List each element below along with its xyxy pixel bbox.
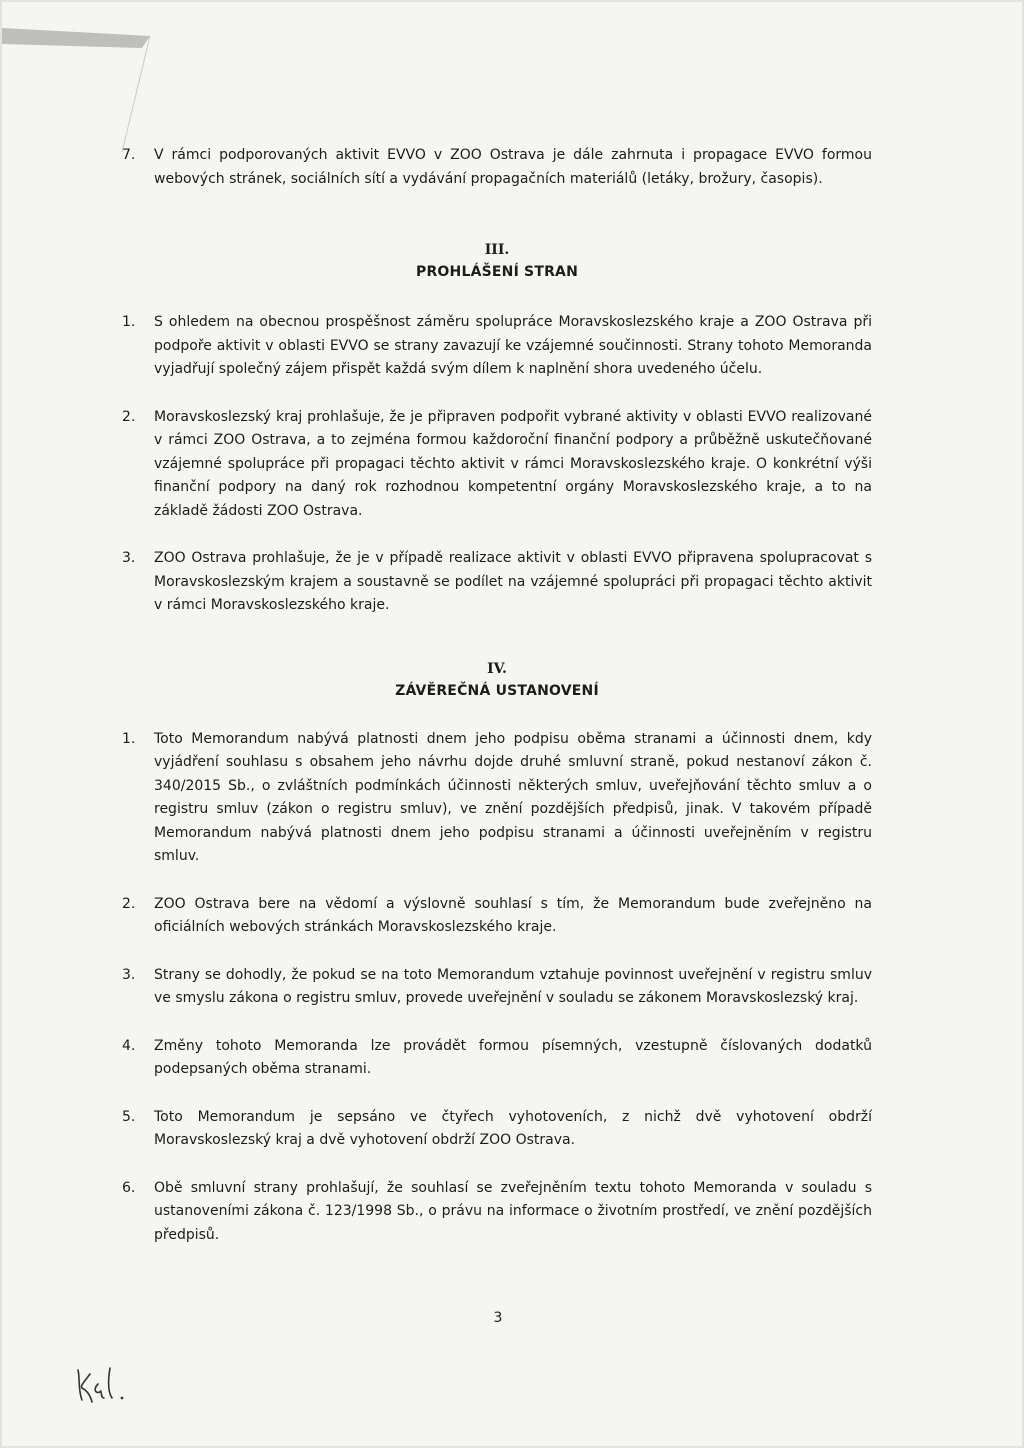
clause-iii-1: [122, 311, 872, 382]
clause-text: Strany se dohodly, že pokud se na toto Memorandum vztahuje povinnost uveřejnění v registru smluv ve smyslu zákona o registru smluv, provede uveřejnění v souladu se zákonem Moravskoslezský kraj.: [154, 966, 872, 1006]
clause-text: V rámci podporovaných aktivit EVVO v ZOO Ostrava je dále zahrnuta i propagace EVVO formou webových stránek, sociálních sítí a vydávání propagačních materiálů (letáky, brožury, časopis).: [154, 147, 872, 187]
section-title: ZÁVĚREČNÁ USTANOVENÍ: [395, 682, 599, 699]
clause-iii-2: [122, 406, 872, 524]
clause-text: Obě smluvní strany prohlašují, že souhlasí se zveřejněním textu tohoto Memoranda v souladu s ustanoveními zákona č. 123/1998 Sb., o právu na informace o životním prostředí, ve znění pozdějších předpisů.: [154, 1179, 872, 1243]
clause-number: 7.: [122, 147, 136, 163]
clause-iv-6: [122, 1177, 872, 1248]
clause-text: S ohledem na obecnou prospěšnost záměru spolupráce Moravskoslezského kraje a ZOO Ostrava při podpoře aktivit v oblasti EVVO se strany zavazují ke vzájemné součinnosti. Strany tohoto Memoranda vyjadřují společný zájem přispět každá svým dílem k naplnění shora uvedeného účelu.: [154, 314, 872, 377]
clause-text: Toto Memorandum nabývá platnosti dnem jeho podpisu oběma stranami a účinnosti dnem, kdy vyjádření souhlasu s obsahem jeho návrhu dojde druhé smluvní straně, pokud nestanoví zákon č. 340/2015 Sb., o zvláštních podmínkách účinnosti některých smluv, uveřejňování těchto smluv a o registru smluv (zákon o registru smluv), ve znění pozdějších předpisů, jinak. V takovém případě Memorandum nabývá platnosti dnem jeho podpisu stranami a účinnosti uveřejněním v registru smluv.: [154, 730, 872, 864]
scan-shadow-mark: [2, 2, 162, 152]
clause-number: 3.: [122, 550, 136, 566]
clause-number: 6.: [122, 1179, 136, 1196]
clause-iv-1: [122, 728, 872, 869]
clause-number: 5.: [122, 1108, 136, 1125]
document-body: [122, 144, 872, 1247]
clause-iii-3: [122, 547, 872, 618]
clause-number: 1.: [122, 314, 136, 330]
clause-number: 2.: [122, 895, 136, 912]
section-roman-numeral: IV.: [487, 660, 507, 677]
clause-number: 3.: [122, 966, 136, 983]
section-heading-iv: [122, 658, 872, 702]
clause-number: 2.: [122, 408, 136, 425]
clause-number: 1.: [122, 730, 136, 747]
section-heading-iii: [122, 239, 872, 283]
clause-text: ZOO Ostrava prohlašuje, že je v případě realizace aktivit v oblasti EVVO připravena spolupracovat s Moravskoslezským krajem a soustavně se podílet na vzájemné spolupráci při propagaci těchto aktivit v rámci Moravskoslezského kraje.: [154, 550, 872, 613]
clause-iv-4: [122, 1035, 872, 1082]
section-roman-numeral: III.: [484, 242, 510, 258]
clause-text: ZOO Ostrava bere na vědomí a výslovně souhlasí s tím, že Memorandum bude zveřejněno na oficiálních webových stránkách Moravskoslezského kraje.: [154, 895, 872, 935]
clause-number: 4.: [122, 1037, 136, 1054]
clause-iv-3: [122, 964, 872, 1011]
clause-iv-2: [122, 893, 872, 940]
section-title: PROHLÁŠENÍ STRAN: [415, 264, 579, 280]
page-number: 3: [493, 1310, 503, 1326]
clause-ii-7: [122, 144, 872, 191]
clause-text: Změny tohoto Memoranda lze provádět formou písemných, vzestupně číslovaných dodatků podepsaných oběma stranami.: [154, 1037, 872, 1077]
clause-text: Toto Memorandum je sepsáno ve čtyřech vyhotoveních, z nichž dvě vyhotovení obdrží Moravskoslezský kraj a dvě vyhotovení obdrží ZOO Ostrava.: [154, 1108, 872, 1148]
handwritten-initials: [70, 1364, 140, 1408]
clause-iv-5: [122, 1106, 872, 1153]
clause-text: Moravskoslezský kraj prohlašuje, že je připraven podpořit vybrané aktivity v oblasti EVVO realizované v rámci ZOO Ostrava, a to zejména formou každoroční finanční podpory a průběžně uskutečňované vzájemné spolupráce při propagaci těchto aktivit v rámci Moravskoslezského kraje. O konkrétní výši finanční podpory na daný rok rozhodnou kompetentní orgány Moravskoslezského kraje, a to na základě žádosti ZOO Ostrava.: [154, 408, 872, 519]
